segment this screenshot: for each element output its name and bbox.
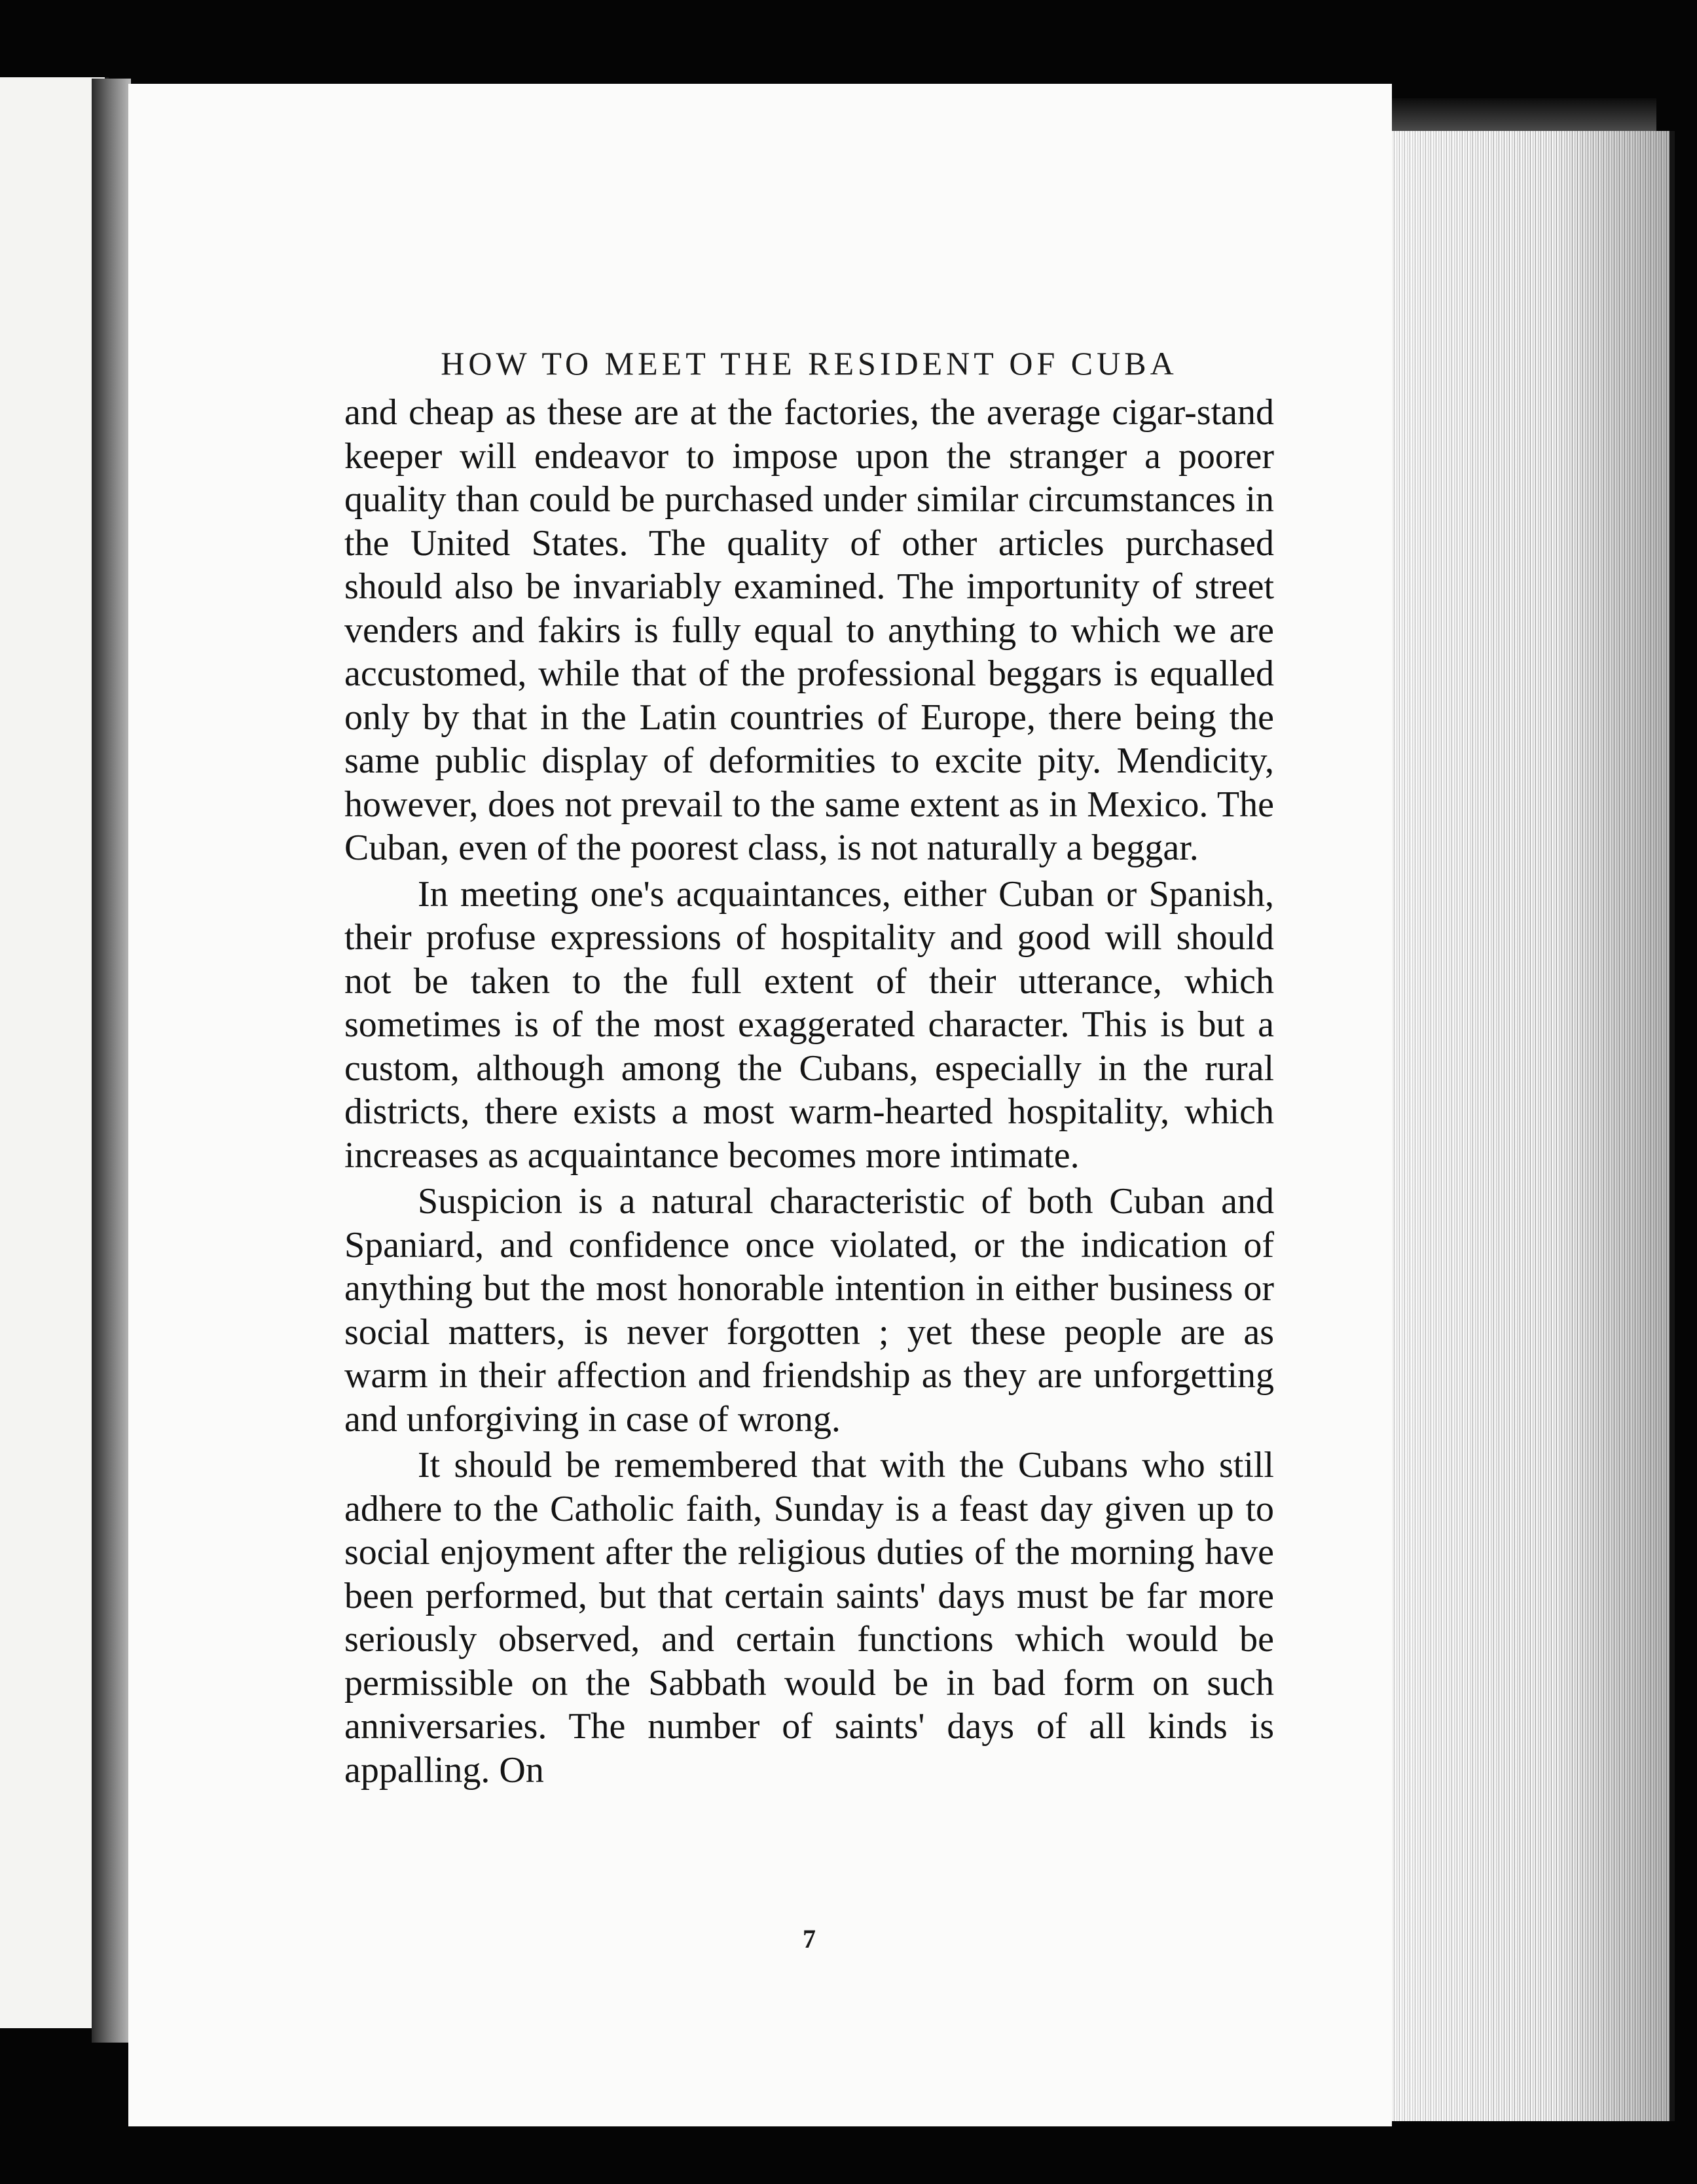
paragraph-suspicion: Suspicion is a natural characteristic of both Cuban and Spaniard, and confidence once violated, or the indication of anything but the most honorable intention in either business or social matters, is never forgotten ; yet these people are as warm in their affection and friendship as they are unforgetting and unforgiving in case of wrong. <box>344 1181 1274 1440</box>
paragraph-acquaintances: In meeting one's acquaintances, either Cuban or Spanish, their profuse expressions of hospitality and good will should not be taken to the full extent of their utterance, which sometimes is of the most exaggerated character. This is but a custom, although among the Cubans, especially in the rural districts, there exists a most warm-hearted hospitality, which increases as acquaintance becomes more intimate. <box>344 873 1274 1176</box>
paragraph-saints-days: It should be remembered that with the Cubans who still adhere to the Catholic faith, Sunday is a feast day given up to social enjoyment after the religious duties of the morning have been performed, but that certain saints' days must be far more seriously observed, and certain functions which would be permissible on the Sabbath would be in bad form on such anniversaries. The number of saints' days of all kinds is appalling. On <box>344 1445 1274 1791</box>
page-number: 7 <box>803 1924 816 1954</box>
page-content <box>344 345 1274 1954</box>
book-page <box>128 84 1392 2126</box>
paragraph-continued: and cheap as these are at the factories, the average cigar-stand keeper will endeavor to impose upon the stranger a poorer quality than could be purchased under similar circumstances in the United States. The quality of other articles purchased should also be invariably examined. The importunity of street venders and fakirs is fully equal to anything to which we are accustomed, while that of the professional beggars is equalled only by that in the Latin countries of Europe, there being the same public display of deformities to excite pity. Mendicity, however, does not prevail to the same extent as in Mexico. The Cuban, even of the poorest class, is not naturally a beggar. <box>344 392 1274 868</box>
gutter-shadow <box>92 79 131 2043</box>
running-head: HOW TO MEET THE RESIDENT OF CUBA <box>441 345 1178 382</box>
page-stack-shading <box>1381 131 1670 2121</box>
